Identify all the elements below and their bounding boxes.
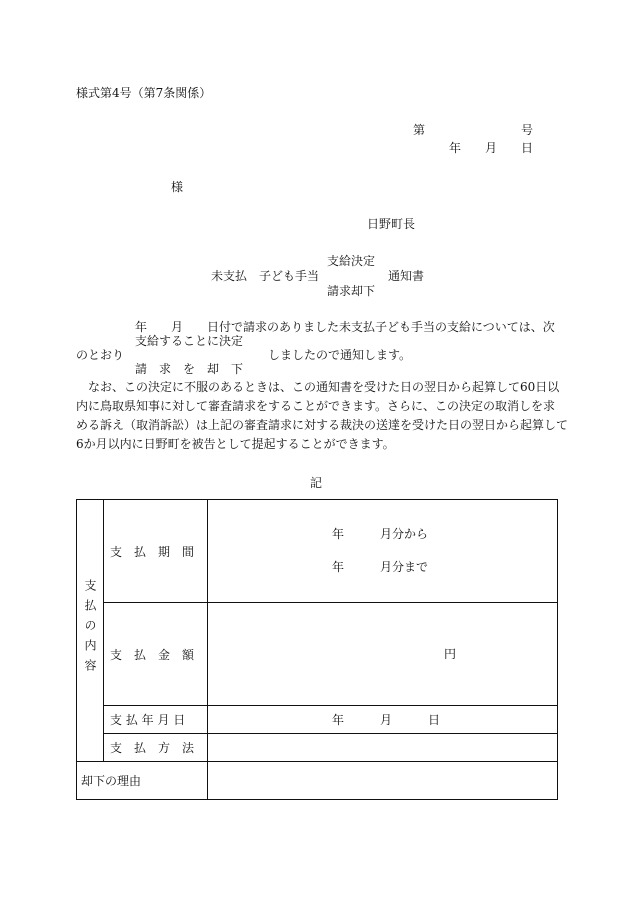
reference-dai: 第	[413, 123, 426, 137]
reference-go: 号	[521, 123, 534, 137]
body-line3-right: しましたので通知します。	[268, 348, 412, 362]
payment-date-value-cell[interactable]	[208, 706, 558, 734]
body-option-top: 支給することに決定	[135, 334, 244, 348]
period-label: 支 払 期 間	[110, 544, 195, 559]
body-para2-line1: なお、この決定に不服のあるときは、この通知書を受けた日の翌日から起算して60日以	[88, 380, 560, 394]
date-day: 日	[521, 141, 534, 155]
amount-value-cell[interactable]	[208, 603, 558, 706]
amount-unit: 円	[444, 647, 457, 661]
payment-date-value: 年 月 日	[332, 713, 441, 727]
method-value-cell[interactable]	[208, 734, 558, 762]
title-option-bottom: 請求却下	[327, 284, 376, 298]
group-label: 支払の内容	[83, 579, 97, 679]
period-label-cell	[104, 500, 208, 603]
ki-heading: 記	[310, 476, 323, 490]
reject-reason-label: 却下の理由	[81, 774, 142, 788]
body-option-bottom: 請 求 を 却 下	[135, 362, 244, 376]
addressee-sama: 様	[171, 180, 184, 194]
amount-label-cell	[104, 603, 208, 706]
body-line3-left: のとおり	[76, 348, 125, 362]
body-para2-line3: める訴え（取消訴訟）は上記の審査請求に対する裁決の送達を受けた日の翌日から起算して	[76, 418, 569, 432]
form-number: 様式第4号（第7条関係）	[76, 86, 212, 100]
amount-label: 支 払 金 額	[110, 647, 195, 662]
reject-reason-value-cell[interactable]	[208, 762, 558, 800]
payment-details-table	[76, 499, 558, 800]
date-month: 月	[485, 141, 498, 155]
payment-date-label: 支 払 年 月 日	[110, 713, 186, 727]
body-para2-line2: 内に鳥取県知事に対して審査請求をすることができます。さらに、この決定の取消しを求	[76, 399, 556, 413]
group-label-cell	[77, 500, 104, 762]
period-value-cell[interactable]	[208, 500, 558, 603]
issuer: 日野町長	[367, 217, 416, 231]
period-from: 年 月分から	[332, 527, 429, 541]
body-line1: 年 月 日付で請求のありました未支払子ども手当の支給については、次	[135, 320, 555, 334]
body-para2-line4: 6か月以内に日野町を被告として提起することができます。	[76, 437, 395, 451]
title-option-top: 支給決定	[327, 254, 376, 268]
date-year: 年	[449, 141, 462, 155]
title-right: 通知書	[388, 269, 425, 283]
payment-date-label-cell	[104, 706, 208, 734]
method-label: 支 払 方 法	[110, 741, 195, 755]
method-label-cell	[104, 734, 208, 762]
period-to: 年 月分まで	[332, 560, 429, 574]
reject-reason-label-cell	[77, 762, 208, 800]
title-left: 未支払 子ども手当	[211, 269, 320, 283]
